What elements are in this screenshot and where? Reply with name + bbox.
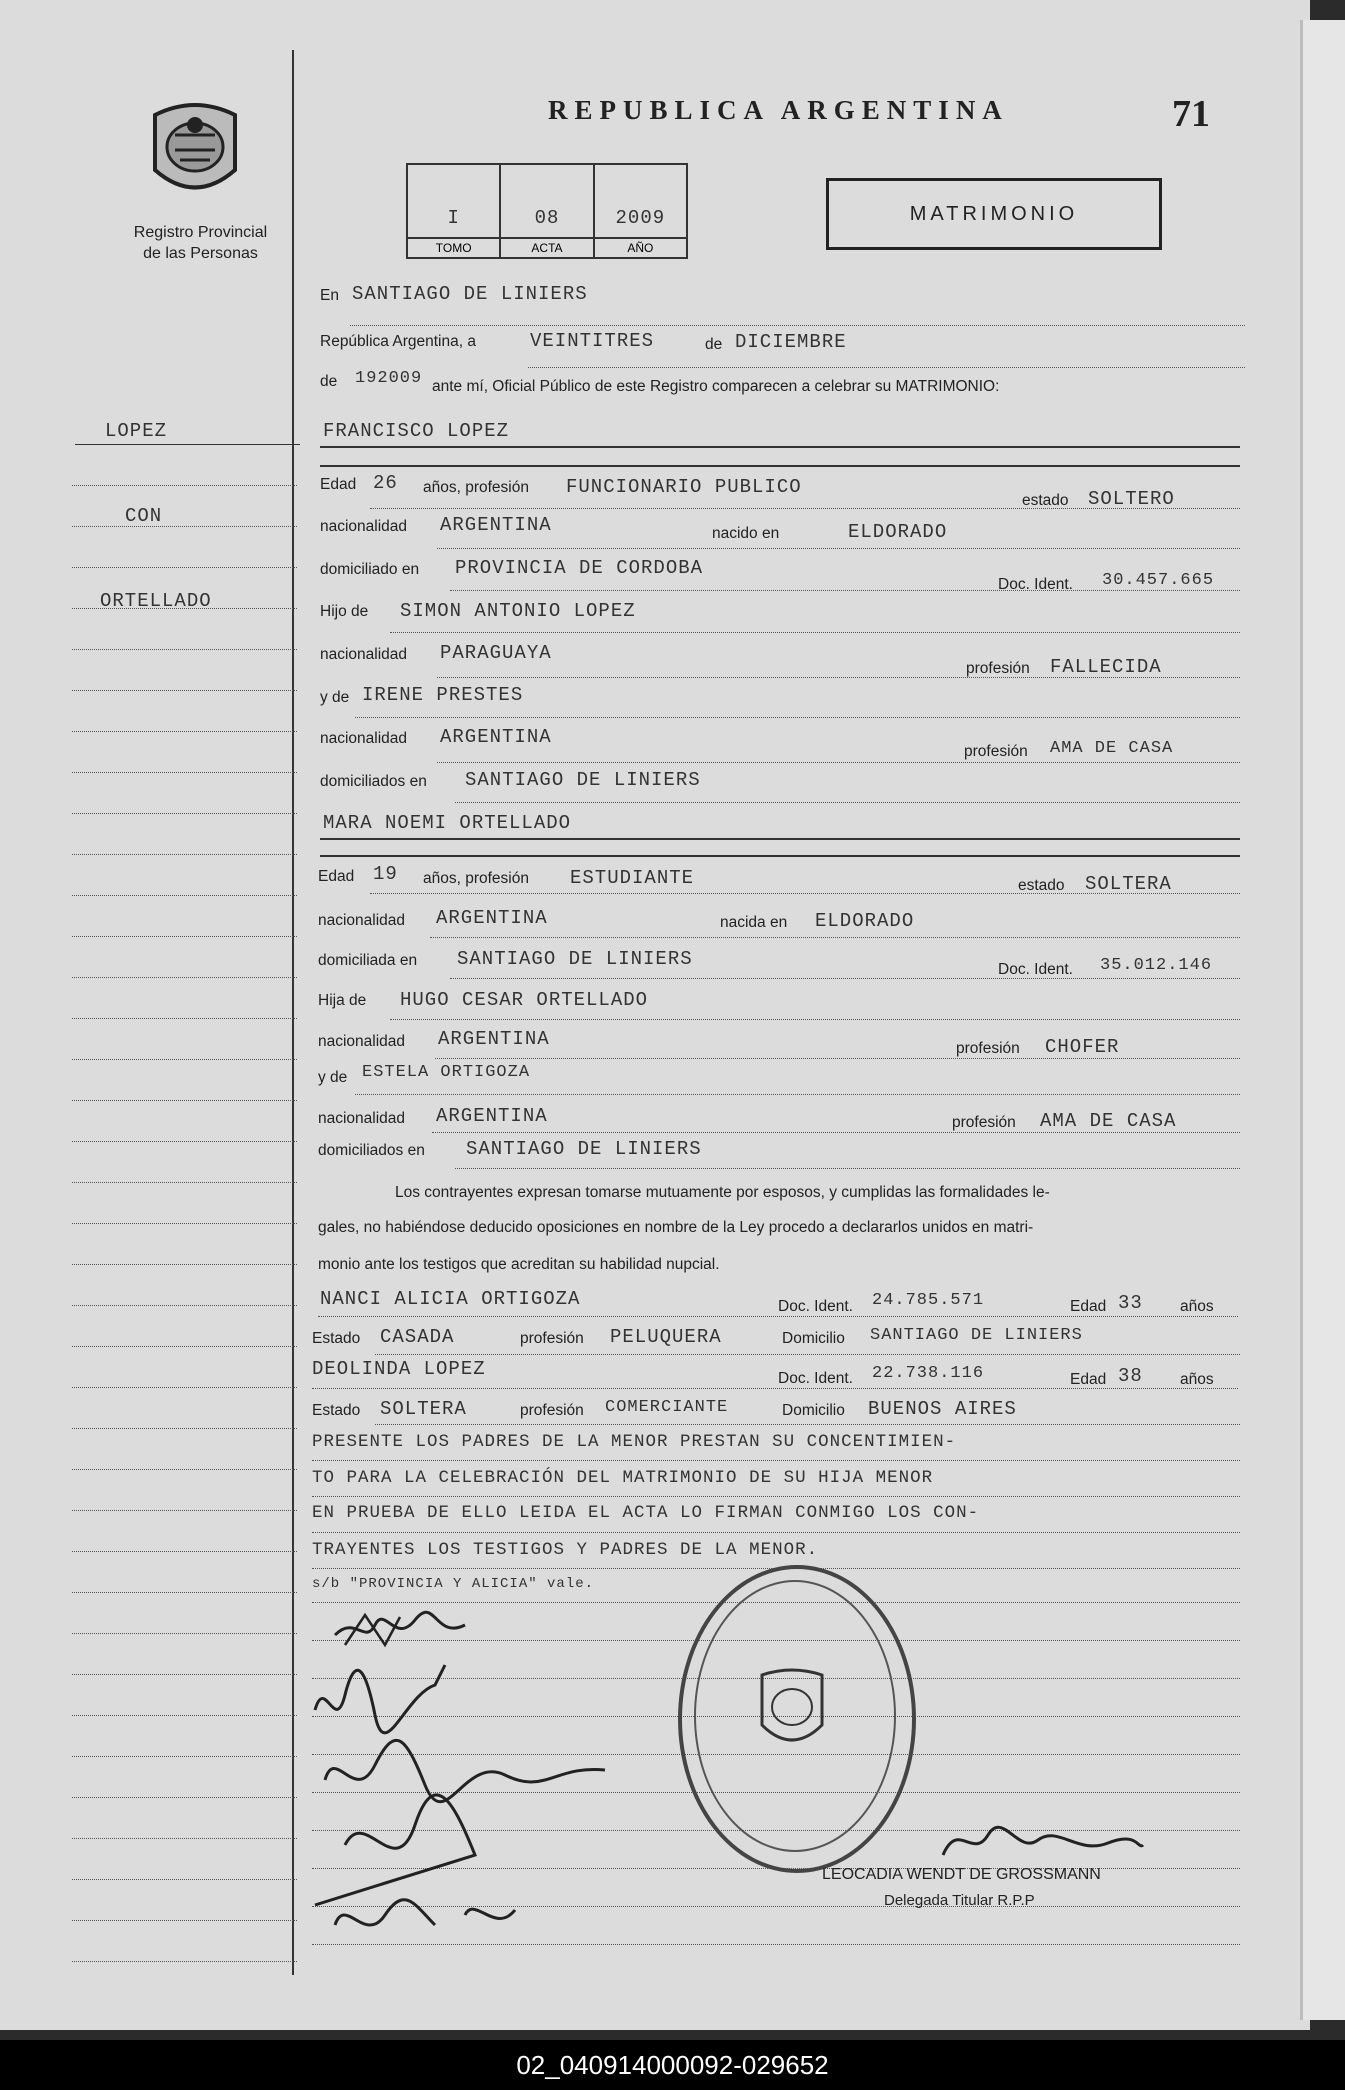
bride-father-prof: CHOFER bbox=[1045, 1036, 1120, 1058]
witness1-doc: 24.785.571 bbox=[872, 1291, 985, 1310]
official-signature-icon bbox=[938, 1815, 1148, 1865]
label: nacionalidad bbox=[320, 646, 408, 663]
label: nacionalidad bbox=[318, 912, 406, 929]
registry-label-line2: de las Personas bbox=[143, 245, 258, 262]
label: profesión bbox=[520, 1330, 584, 1347]
line bbox=[320, 855, 1240, 857]
margin-ruled-line bbox=[72, 1551, 297, 1552]
notes-line4: TRAYENTES LOS TESTIGOS Y PADRES DE LA MENOR. bbox=[312, 1540, 819, 1560]
label: domiciliados en bbox=[320, 773, 427, 790]
intro-day: VEINTITRES bbox=[530, 330, 655, 352]
margin-ruled-line bbox=[72, 813, 297, 814]
label: nacido en bbox=[712, 525, 780, 542]
margin-ruled-line bbox=[72, 1100, 297, 1101]
margin-line bbox=[75, 444, 300, 445]
line bbox=[430, 937, 1240, 938]
line bbox=[450, 590, 1240, 591]
label: años, profesión bbox=[423, 479, 529, 496]
label: Domicilio bbox=[782, 1402, 845, 1419]
line bbox=[350, 325, 1245, 326]
ano-label: AÑO bbox=[595, 237, 686, 257]
label: Edad bbox=[320, 476, 357, 493]
groom-mother: IRENE PRESTES bbox=[362, 684, 524, 706]
margin-note-1: LOPEZ bbox=[105, 420, 168, 442]
line bbox=[312, 1460, 1240, 1461]
ano-cell bbox=[595, 165, 686, 257]
notes-line2: TO PARA LA CELEBRACIÓN DEL MATRIMONIO DE SU HIJA MENOR bbox=[312, 1468, 934, 1488]
ano-value: 2009 bbox=[615, 207, 666, 229]
groom-domicile: PROVINCIA DE CORDOBA bbox=[455, 557, 704, 579]
witness2-profession: COMERCIANTE bbox=[605, 1398, 729, 1417]
margin-ruled-line bbox=[72, 1879, 297, 1880]
margin-ruled-line bbox=[72, 1223, 297, 1224]
margin-ruled-line bbox=[72, 1838, 297, 1839]
witness2-doc: 22.738.116 bbox=[872, 1364, 985, 1383]
groom-profession: FUNCIONARIO PUBLICO bbox=[566, 476, 802, 498]
line bbox=[450, 978, 1240, 979]
margin-ruled-line bbox=[72, 1756, 297, 1757]
line bbox=[355, 1094, 1240, 1095]
margin-divider bbox=[292, 50, 294, 1975]
label: Edad bbox=[1070, 1371, 1107, 1388]
margin-ruled-line bbox=[72, 1264, 297, 1265]
tomo-cell bbox=[408, 165, 501, 257]
bride-father: HUGO CESAR ORTELLADO bbox=[400, 989, 649, 1011]
bride-mother-prof: AMA DE CASA bbox=[1040, 1110, 1177, 1132]
line bbox=[432, 1132, 1240, 1133]
label: y de bbox=[318, 1069, 348, 1086]
register-box bbox=[406, 163, 688, 259]
margin-ruled-line bbox=[72, 1961, 297, 1962]
label: domiciliado en bbox=[320, 561, 420, 578]
margin-ruled-line bbox=[72, 936, 297, 937]
label: Edad bbox=[1070, 1298, 1107, 1315]
bride-parents-dom: SANTIAGO DE LINIERS bbox=[466, 1138, 702, 1160]
intro-place: SANTIAGO DE LINIERS bbox=[352, 283, 588, 305]
margin-ruled-line bbox=[72, 1182, 297, 1183]
bride-profession: ESTUDIANTE bbox=[570, 867, 695, 889]
margin-ruled-line bbox=[72, 1428, 297, 1429]
margin-ruled-line bbox=[72, 731, 297, 732]
declaration-line2: gales, no habiéndose deducido oposiciones en nombre de la Ley procedo a declararlos unidos en matri- bbox=[318, 1219, 1034, 1236]
margin-ruled-line bbox=[72, 608, 297, 609]
groom-status: SOLTERO bbox=[1088, 488, 1175, 510]
intro-month: DICIEMBRE bbox=[735, 331, 847, 353]
line bbox=[528, 367, 1245, 368]
witness2-name: DEOLINDA LOPEZ bbox=[312, 1358, 486, 1380]
witness2-age: 38 bbox=[1118, 1365, 1143, 1387]
margin-ruled-line bbox=[72, 895, 297, 896]
label: nacida en bbox=[720, 914, 788, 931]
declaration-line3: monio ante los testigos que acreditan su habilidad nupcial. bbox=[318, 1256, 720, 1273]
groom-age: 26 bbox=[373, 472, 398, 494]
label: Estado bbox=[312, 1402, 361, 1419]
label: nacionalidad bbox=[318, 1110, 406, 1127]
label: Hijo de bbox=[320, 603, 369, 620]
witness1-status: CASADA bbox=[380, 1326, 455, 1348]
ante-text: ante mí, Oficial Público de este Registro comparecen a celebrar su MATRIMONIO: bbox=[432, 378, 1000, 395]
line bbox=[320, 838, 1240, 840]
label: Edad bbox=[318, 868, 355, 885]
label: profesión bbox=[520, 1402, 584, 1419]
margin-ruled-line bbox=[72, 772, 297, 773]
line bbox=[437, 677, 1240, 678]
label: profesión bbox=[952, 1114, 1016, 1131]
line bbox=[390, 1019, 1240, 1020]
acta-label: ACTA bbox=[501, 237, 592, 257]
margin-ruled-line bbox=[72, 1305, 297, 1306]
line bbox=[312, 1388, 1238, 1389]
margin-ruled-line bbox=[72, 1797, 297, 1798]
de2-label: de bbox=[320, 373, 338, 390]
bride-mother: ESTELA ORTIGOZA bbox=[362, 1063, 531, 1082]
bride-doc: 35.012.146 bbox=[1100, 956, 1213, 975]
margin-ruled-line bbox=[72, 1059, 297, 1060]
margin-ruled-line bbox=[72, 526, 297, 527]
groom-mother-prof: AMA DE CASA bbox=[1050, 739, 1174, 758]
margin-ruled-line bbox=[72, 1018, 297, 1019]
groom-mother-nat: ARGENTINA bbox=[440, 726, 552, 748]
bride-father-nat: ARGENTINA bbox=[438, 1028, 550, 1050]
margin-note-3: ORTELLADO bbox=[100, 590, 212, 612]
bride-status: SOLTERA bbox=[1085, 873, 1172, 895]
line bbox=[355, 717, 1240, 718]
label: domiciliada en bbox=[318, 952, 418, 969]
groom-name: FRANCISCO LOPEZ bbox=[323, 420, 510, 442]
tomo-label: TOMO bbox=[408, 237, 499, 257]
groom-birthplace: ELDORADO bbox=[848, 521, 948, 543]
margin-ruled-line bbox=[72, 1920, 297, 1921]
label: Doc. Ident. bbox=[998, 961, 1073, 978]
line bbox=[370, 893, 1240, 894]
margin-ruled-line bbox=[72, 1510, 297, 1511]
bride-domicile: SANTIAGO DE LINIERS bbox=[457, 948, 693, 970]
line bbox=[455, 1168, 1240, 1169]
bride-mother-nat: ARGENTINA bbox=[436, 1105, 548, 1127]
witness1-age: 33 bbox=[1118, 1292, 1143, 1314]
page-number: 71 bbox=[1172, 93, 1210, 135]
line bbox=[375, 1354, 1240, 1355]
groom-doc: 30.457.665 bbox=[1102, 571, 1215, 590]
margin-ruled-line bbox=[72, 854, 297, 855]
label: años bbox=[1180, 1298, 1214, 1315]
official-title: Delegada Titular R.P.P bbox=[884, 1892, 1035, 1909]
margin-ruled-line bbox=[72, 690, 297, 691]
bride-birthplace: ELDORADO bbox=[815, 910, 915, 932]
line bbox=[320, 446, 1240, 448]
label: profesión bbox=[964, 743, 1028, 760]
label: domiciliados en bbox=[318, 1142, 425, 1159]
bride-name: MARA NOEMI ORTELLADO bbox=[323, 812, 572, 834]
en-label: En bbox=[320, 287, 339, 304]
label: estado bbox=[1018, 877, 1065, 894]
margin-ruled-line bbox=[72, 567, 297, 568]
label: nacionalidad bbox=[318, 1033, 406, 1050]
groom-father-nat: PARAGUAYA bbox=[440, 642, 552, 664]
line bbox=[437, 548, 1240, 549]
registry-label-line1: Registro Provincial bbox=[133, 224, 268, 241]
witness1-domicile: SANTIAGO DE LINIERS bbox=[870, 1326, 1083, 1345]
stamp-crest-icon bbox=[752, 1665, 832, 1755]
margin-ruled-line bbox=[72, 1674, 297, 1675]
label: nacionalidad bbox=[320, 518, 408, 535]
acta-value: 08 bbox=[534, 207, 560, 229]
line bbox=[435, 1058, 1240, 1059]
label: años, profesión bbox=[423, 870, 529, 887]
republica-label: República Argentina, a bbox=[320, 333, 476, 350]
margin-ruled-line bbox=[72, 1469, 297, 1470]
witness1-name: NANCI ALICIA ORTIGOZA bbox=[320, 1288, 581, 1310]
notes-line3: EN PRUEBA DE ELLO LEIDA EL ACTA LO FIRMAN CONMIGO LOS CON- bbox=[312, 1503, 980, 1523]
registry-label bbox=[108, 222, 293, 264]
page-title: REPUBLICA ARGENTINA bbox=[548, 95, 1009, 125]
label: Hija de bbox=[318, 992, 367, 1009]
signatures-scribble-icon bbox=[305, 1605, 605, 1945]
label: años bbox=[1180, 1371, 1214, 1388]
witness2-domicile: BUENOS AIRES bbox=[868, 1398, 1017, 1420]
groom-parents-dom: SANTIAGO DE LINIERS bbox=[465, 769, 701, 791]
tomo-value: I bbox=[447, 207, 460, 229]
margin-ruled-line bbox=[72, 485, 297, 486]
line bbox=[312, 1532, 1240, 1533]
document-type-box: MATRIMONIO bbox=[826, 178, 1162, 250]
provincial-crest-icon bbox=[140, 95, 250, 205]
margin-ruled-line bbox=[72, 977, 297, 978]
label: Doc. Ident. bbox=[778, 1298, 853, 1315]
witness1-profession: PELUQUERA bbox=[610, 1326, 722, 1348]
line bbox=[390, 632, 1240, 633]
bride-age: 19 bbox=[373, 863, 398, 885]
footer-code: 02_040914000092-029652 bbox=[0, 2040, 1345, 2090]
label: estado bbox=[1022, 492, 1069, 509]
groom-nationality: ARGENTINA bbox=[440, 514, 552, 536]
margin-ruled-line bbox=[72, 649, 297, 650]
label: Domicilio bbox=[782, 1330, 845, 1347]
line bbox=[320, 465, 1240, 467]
margin-ruled-line bbox=[72, 1346, 297, 1347]
label: profesión bbox=[966, 660, 1030, 677]
margin-ruled-line bbox=[72, 1592, 297, 1593]
bride-nationality: ARGENTINA bbox=[436, 907, 548, 929]
margin-ruled-line bbox=[72, 1141, 297, 1142]
acta-cell bbox=[501, 165, 594, 257]
line bbox=[312, 1496, 1240, 1497]
book-edge bbox=[1300, 20, 1345, 2020]
margin-ruled-line bbox=[72, 1633, 297, 1634]
label: profesión bbox=[956, 1040, 1020, 1057]
groom-father-prof: FALLECIDA bbox=[1050, 656, 1162, 678]
line bbox=[370, 508, 1240, 509]
de-label: de bbox=[705, 336, 723, 353]
line bbox=[437, 762, 1240, 763]
label: nacionalidad bbox=[320, 730, 408, 747]
intro-year: 192009 bbox=[355, 369, 423, 388]
notes-line1: PRESENTE LOS PADRES DE LA MENOR PRESTAN SU CONCENTIMIEN- bbox=[312, 1432, 957, 1452]
official-name: LEOCADIA WENDT DE GROSSMANN bbox=[822, 1866, 1101, 1883]
label: y de bbox=[320, 689, 350, 706]
declaration-line1: Los contrayentes expresan tomarse mutuamente por esposos, y cumplidas las formalidades le- bbox=[395, 1184, 1050, 1201]
groom-father: SIMON ANTONIO LOPEZ bbox=[400, 600, 636, 622]
witness2-status: SOLTERA bbox=[380, 1398, 467, 1420]
line bbox=[375, 1424, 1240, 1425]
line bbox=[455, 802, 1240, 803]
margin-ruled-line bbox=[72, 1387, 297, 1388]
line bbox=[318, 1316, 1238, 1317]
margin-ruled-line bbox=[72, 1715, 297, 1716]
label: Estado bbox=[312, 1330, 361, 1347]
label: Doc. Ident. bbox=[998, 576, 1073, 593]
margin-note-2: CON bbox=[125, 505, 163, 527]
notes-line5: s/b "PROVINCIA Y ALICIA" vale. bbox=[312, 1576, 595, 1592]
label: Doc. Ident. bbox=[778, 1370, 853, 1387]
